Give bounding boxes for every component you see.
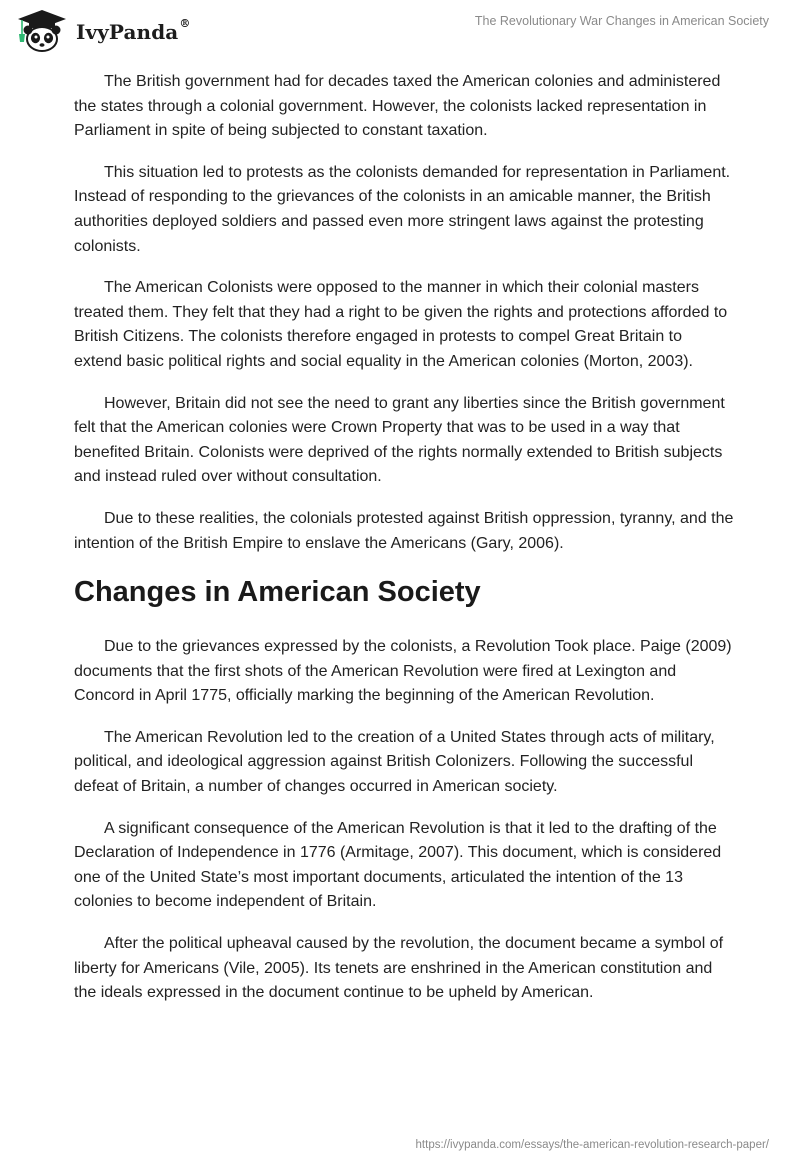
paragraph: After the political upheaval caused by the revolution, the document became a symbol of liberty for Americans (Vile, 2005). Its tenets are enshrined in the American constitution and the ideals expressed in the document continue to be upheld by American.: [74, 935, 724, 1002]
source-url[interactable]: https://ivypanda.com/essays/the-american-revolution-research-paper/: [415, 1139, 769, 1151]
panda-graduate-icon: [14, 8, 70, 54]
paragraph: A significant consequence of the American Revolution is that it led to the drafting of the Declaration of Independence in 1776 (Armitage, 2007). This document, which is considered one of the United State’s most important documents, articulated the intention of the 13 colonies to become independent of Britain.: [74, 819, 722, 911]
section-heading: Changes in American Society: [74, 576, 481, 609]
paragraph: The British government had for decades taxed the American colonies and administered the states through a colonial government. However, the colonists lacked representation in Parliament in spite of being subjected to constant taxation.: [74, 73, 721, 140]
paragraph: The American Colonists were opposed to the manner in which their colonial masters treated them. They felt that they had a right to be given the rights and protections afforded to British Citizens. The colonists therefore engaged in protests to compel Great Britain to extend basic political rights and social equality in the American colonies (Morton, 2003).: [74, 279, 728, 370]
paragraph: This situation led to protests as the colonists demanded for representation in Parliament. Instead of responding to the grievances of the colonists in an amicable manner, the British authorities deployed soldiers and passed even more stringent laws against the protesting colonists.: [74, 163, 731, 255]
page-header: [0, 0, 800, 60]
brand-name: IvyPanda®: [76, 17, 191, 44]
ivypanda-logo[interactable]: [14, 8, 190, 54]
paragraph: The American Revolution led to the creation of a United States through acts of military, political, and ideological aggression against British Colonizers. Following the successful defeat of Britain, a number of changes occurred in American society.: [74, 728, 715, 796]
registered-mark: ®: [179, 17, 191, 30]
running-title: The Revolutionary War Changes in American Society: [474, 14, 769, 28]
paragraph: Due to the grievances expressed by the colonists, a Revolution Took place. Paige (2009) documents that the first shots of the American Revolution were fired at Lexington and Concord in April 1775, officially marking the beginning of the American Revolution.: [74, 638, 732, 705]
paragraph: However, Britain did not see the need to grant any liberties since the British government felt that the American colonies were Crown Property that was to be used in a way that benefited Britain. Colonists were deprived of the rights normally extended to British subjects and instead ruled over without consultation.: [74, 394, 725, 486]
paragraph: Due to these realities, the colonials protested against British oppression, tyranny, and the intention of the British Empire to enslave the Americans (Gary, 2006).: [74, 509, 734, 552]
essay-content: [74, 70, 734, 1023]
